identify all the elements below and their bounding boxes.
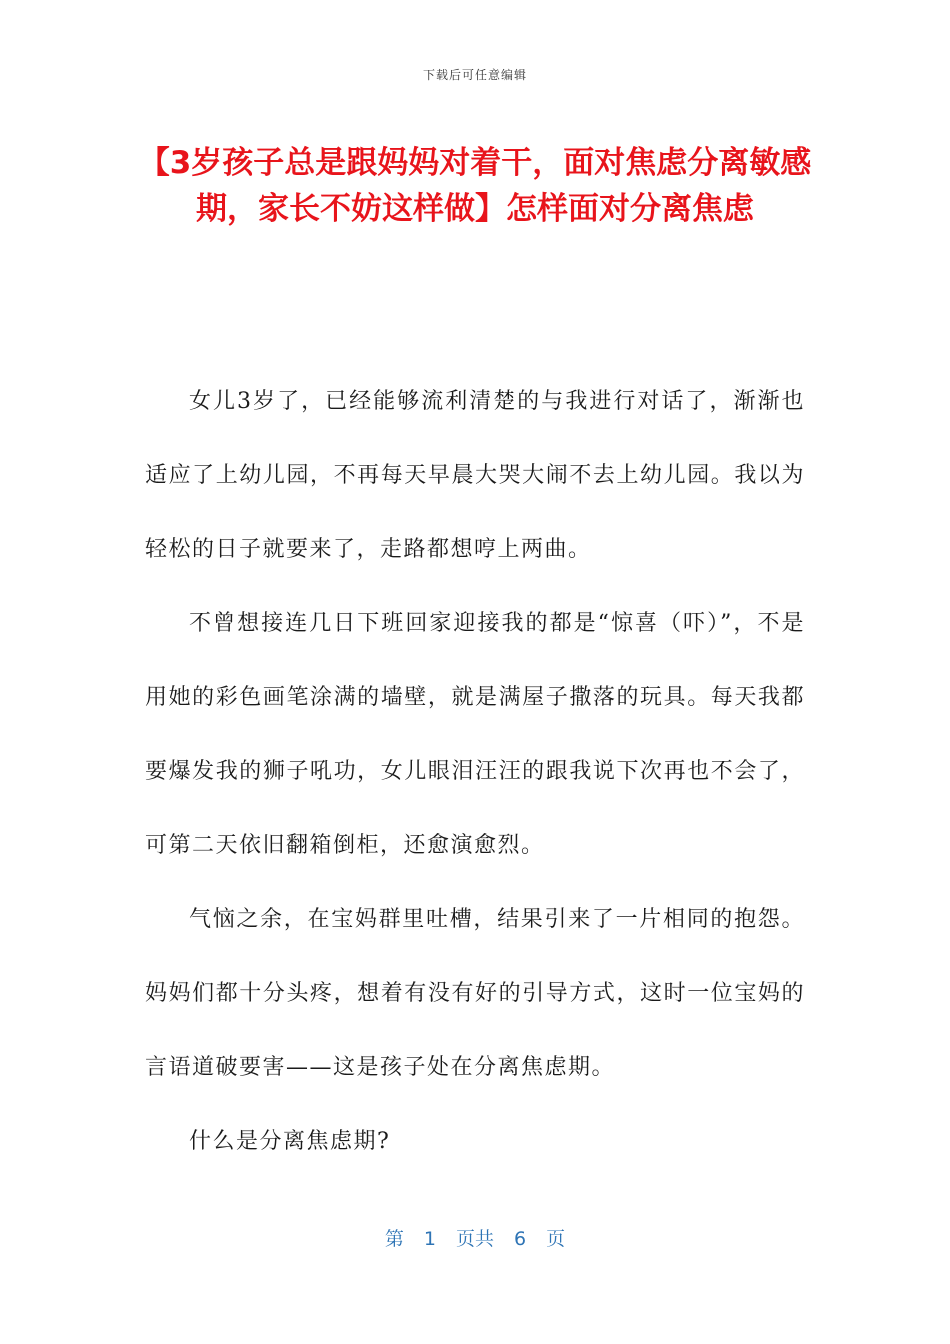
page-footer: [0, 1224, 950, 1251]
document-title: 【3岁孩子总是跟妈妈对着干，面对焦虑分离敏感期，家长不妨这样做】怎样面对分离焦虑: [138, 145, 812, 227]
paragraph: 女儿3岁了，已经能够流利清楚的与我进行对话了，渐渐也适应了上幼儿园，不再每天早晨大哭大闹不去上幼儿园。我以为轻松的日子就要来了，走路都想哼上两曲。: [145, 389, 805, 562]
document-body: [145, 365, 805, 1179]
paragraph: 气恼之余，在宝妈群里吐槽，结果引来了一片相同的抱怨。妈妈们都十分头疼，想着有没有好的引导方式，这时一位宝妈的言语道破要害——这是孩子处在分离焦虑期。: [145, 907, 805, 1080]
paragraph: 不曾想接连几日下班回家迎接我的都是“惊喜（吓）”，不是用她的彩色画笔涂满的墙壁，就是满屋子撒落的玩具。每天我都要爆发我的狮子吼功，女儿眼泪汪汪的跟我说下次再也不会了，可第二天依旧翻箱倒柜，还愈演愈烈。: [145, 611, 805, 858]
total-pages-number: 6: [514, 1228, 527, 1250]
current-page-number: 1: [423, 1228, 436, 1250]
paragraph: 什么是分离焦虑期?: [189, 1129, 391, 1154]
page-label-prefix: 第: [384, 1228, 404, 1250]
page-label-mid: 页共: [455, 1228, 494, 1250]
header-note: 下载后可任意编辑: [422, 68, 527, 82]
page-label-suffix: 页: [546, 1228, 566, 1250]
